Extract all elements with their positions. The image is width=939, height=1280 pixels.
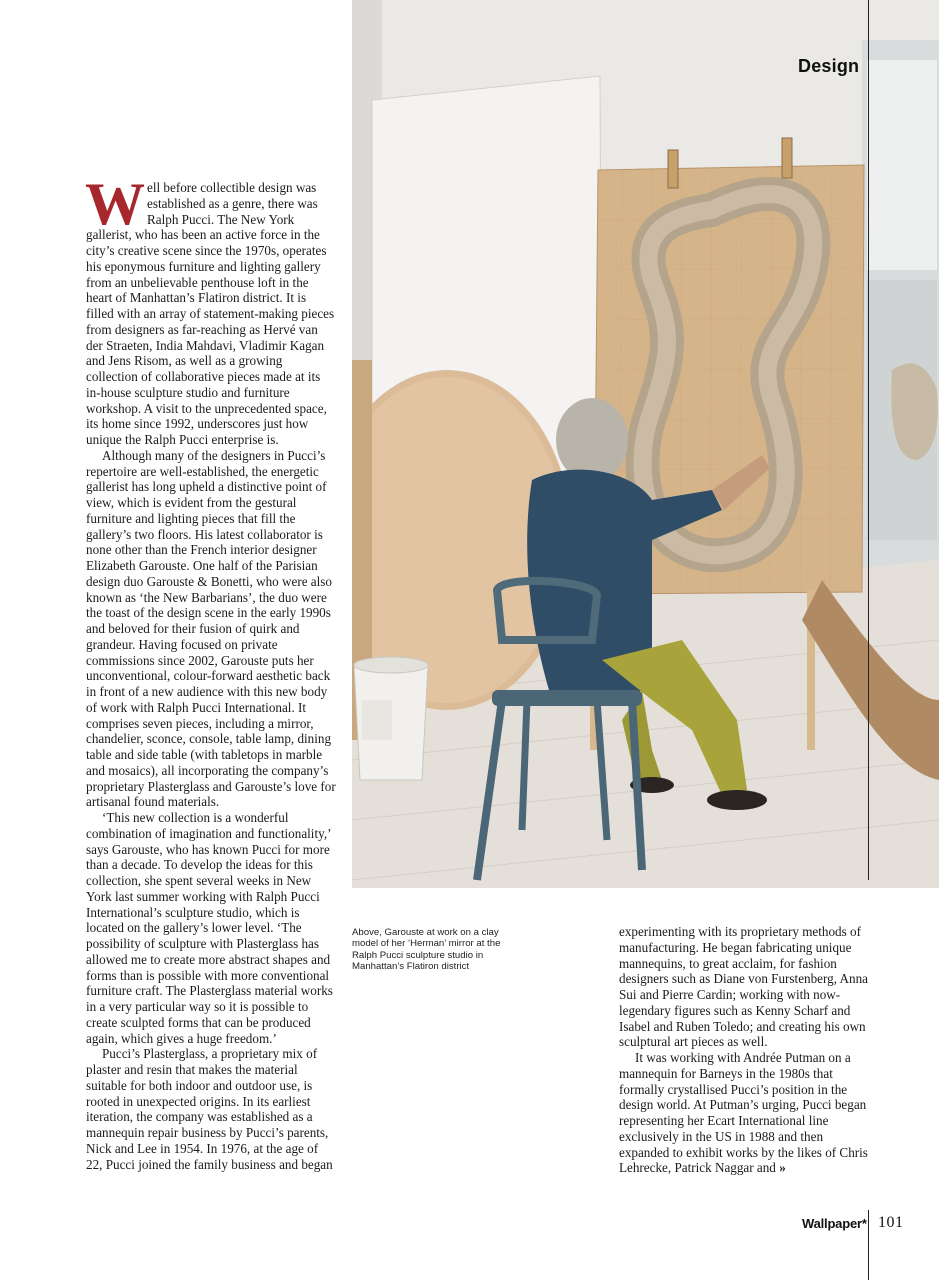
paragraph-2: Although many of the designers in Pucci’s repertoire are well-established, the energetic gallerist has long upheld a distinctive point of view, which is evident from the gestural furniture and lighting pieces that fill the gallery’s two floors. His latest collaborator is none other than the French interior designer Elizabeth Garouste. One half of the Parisian design duo Garouste & Bonetti, who were also known as ‘the New Barbarians’, the duo were the toast of the design scene in the early 1990s and beloved for their fusion of quirk and grandeur. Having focused on private commissions since 2002, Garouste puts her unconventional, colour-forward aesthetic back in front of a new audience with this new body of work with Ralph Pucci International. It comprises seven pieces, including a mirror, chandelier, sconce, console, table lamp, dining table and side table (with tabletops in marble and mosaics), all incorporating the company’s proprietary Plasterglass and Garouste’s love for artisanal found materials. xyxy=(86,447,336,810)
studio-photo-illustration xyxy=(352,0,939,888)
footer-brand: Wallpaper* xyxy=(802,1216,867,1231)
footer-divider xyxy=(868,1210,869,1280)
drop-cap: W xyxy=(85,171,145,237)
paragraph-3: ‘This new collection is a wonderful combination of imagination and functionality,’ says Garouste, who has known Pucci for more than a decade. To develop the ideas for this collection, she spent several weeks in New York last summer working with Ralph Pucci International’s sculpture studio, which is located on the gallery’s lower level. ‘The possibility of sculpture with Plasterglass has allowed me to create more abstract shapes and forms than is possible with more conventional furniture craft. The Plasterglass material works in a very particular way so it is possible to create sculpted forms that can be produced again, which gives a huge freedom.’ xyxy=(86,810,333,1046)
page-number: 101 xyxy=(878,1214,904,1231)
article-column-2 xyxy=(619,924,871,1176)
paragraph-5: experimenting with its proprietary methods of manufacturing. He began fabricating unique mannequins, to great acclaim, for fashion designers such as Diane von Furstenberg, Anna Sui and Pierre Cardin; working with now-legendary figures such as Kenny Scharf and Isabel and Ruben Toledo; and creating his own sculptural art pieces as well. xyxy=(619,924,869,1050)
continue-arrow-icon: » xyxy=(779,1160,786,1176)
header-divider xyxy=(868,0,869,880)
article-column-1 xyxy=(85,171,336,1172)
paragraph-6: It was working with Andrée Putman on a mannequin for Barneys in the 1980s that formally crystallised Pucci’s position in the design world. At Putman’s urging, Pucci began representing her Ecart International line exclusively in the US in 1988 and then expanded to exhibit works by the likes of Chris Lehrecke, Patrick Naggar and » xyxy=(619,1050,868,1176)
photo-caption: Above, Garouste at work on a clay model of her ‘Herman’ mirror at the Ralph Pucci sculpture studio in Manhattan’s Flatiron district xyxy=(352,927,501,973)
paragraph-1: Well before collectible design was established as a genre, there was Ralph Pucci. The New York gallerist, who has been an active force in the city’s creative scene since the 1970s, operates his eponymous furniture and lighting gallery from an unbelievable penthouse loft in the heart of Manhattan’s Flatiron district. It is filled with an array of statement-making pieces from designers as far-reaching as Hervé van der Straeten, India Mahdavi, Vladimir Kagan and Jens Risom, as well as a growing collection of collaborative pieces made at its in-house sculpture studio and furniture workshop. A visit to the unprecedented space, its home since 1992, underscores just how unique the Ralph Pucci enterprise is. xyxy=(85,171,335,447)
paragraph-4: Pucci’s Plasterglass, a proprietary mix of plaster and resin that makes the material suitable for both indoor and outdoor use, is rooted in unexpected origins. In its earliest iteration, the company was established as a mannequin repair business by Pucci’s parents, Nick and Lee in 1954. In 1976, at the age of 22, Pucci joined the family business and began xyxy=(86,1046,333,1172)
section-label: Design xyxy=(798,56,860,76)
studio-photo xyxy=(352,0,939,888)
